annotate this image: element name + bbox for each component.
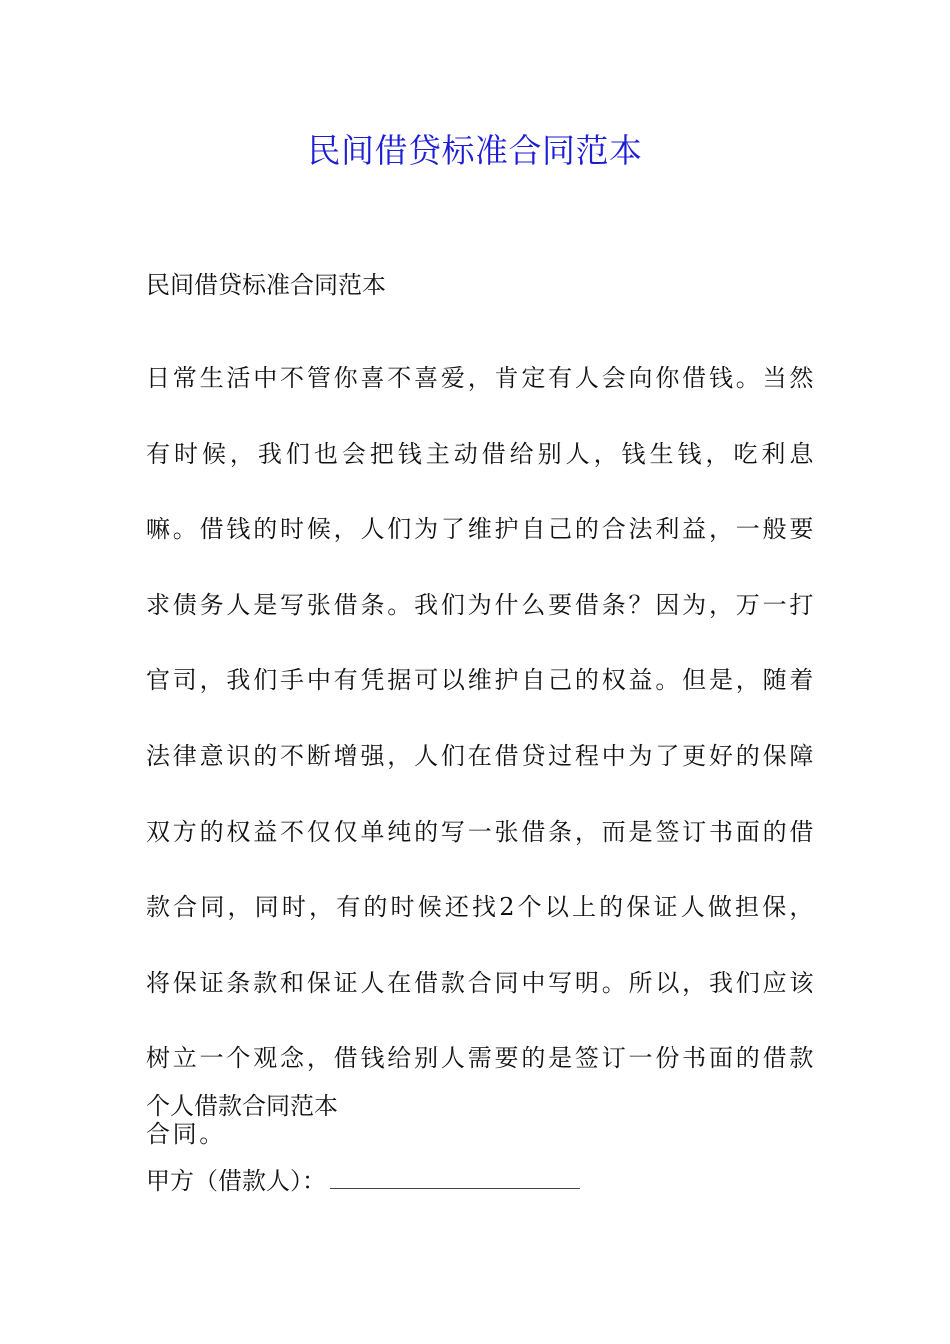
document-subtitle: 民间借贷标准合同范本: [146, 271, 386, 299]
document-title: 民间借贷标准合同范本: [307, 131, 643, 170]
intro-paragraph: 日常生活中不管你喜不喜爱，肯定有人会向你借钱。当然有时候，我们也会把钱主动借给别人，钱生钱，吃利息嘛。借钱的时候，人们为了维护自己的合法利益，一般要求债务人是写张借条。我们为什么要借条？因为，万一打官司，我们手中有凭据可以维护自己的权益。但是，随着法律意识的不断增强，人们在借贷过程中为了更好的保障双方的权益不仅仅单纯的写一张借条，而是签订书面的借款合同，同时，有的时候还找2个以上的保证人做担保，将保证条款和保证人在借款合同中写明。所以，我们应该树立一个观念，借钱给别人需要的是签订一份书面的借款合同。: [146, 364, 816, 1148]
section-heading: 个人借款合同范本: [146, 1092, 338, 1120]
party-a-label: 甲方（借款人）：: [146, 1167, 326, 1195]
party-a-blank-field: [330, 1166, 580, 1189]
party-a-line: [146, 1162, 816, 1200]
